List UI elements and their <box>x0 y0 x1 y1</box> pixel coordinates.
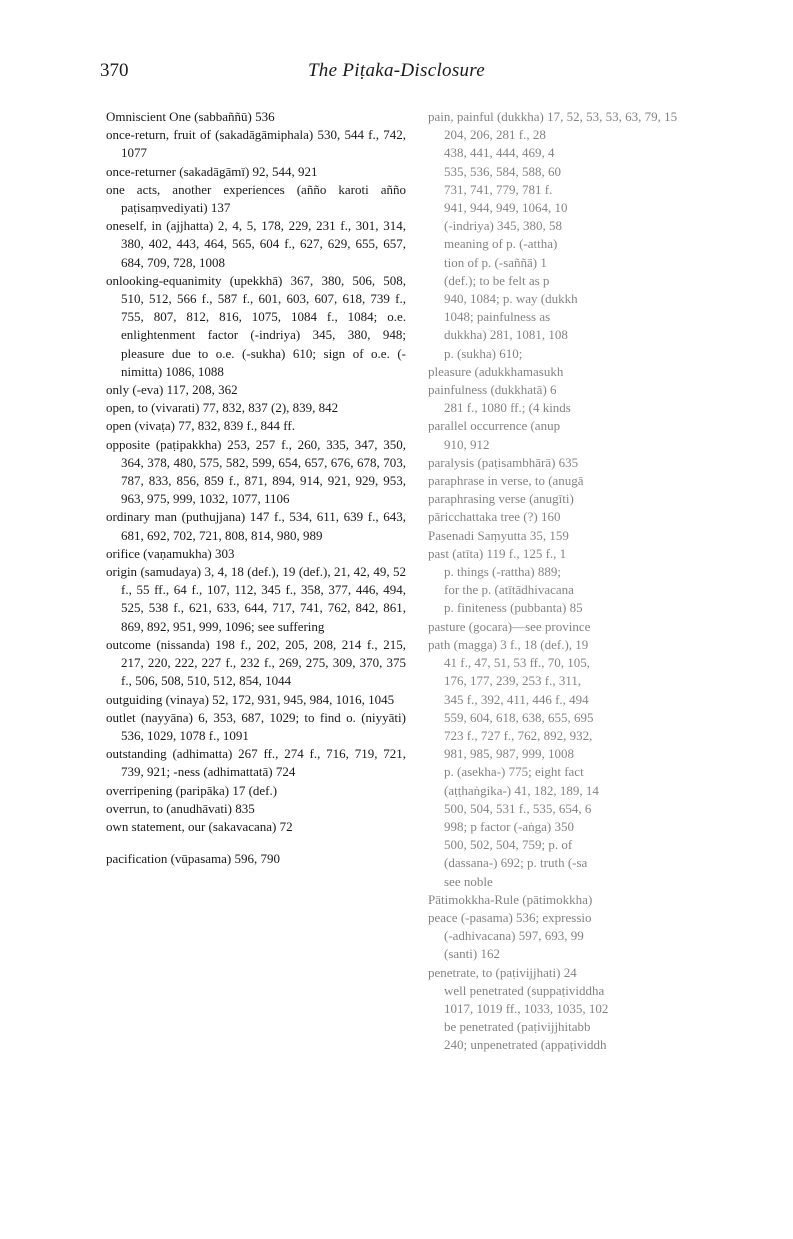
index-line: 998; p factor (-aṅga) 350 <box>444 818 574 834</box>
index-entry: only (-eva) 117, 208, 362 <box>106 382 238 398</box>
running-title: The Piṭaka-Disclosure <box>307 60 486 81</box>
index-line: 941, 944, 949, 1064, 10 <box>444 200 568 216</box>
index-line: p. things (-rattha) 889; <box>444 564 561 580</box>
index-line: p. (sukha) 610; <box>444 345 523 361</box>
index-entry: ordinary man (puthujjana) 147 f., 534, 611, 639 f., 643, 681, 692, 702, 721, 808, 814, 980, 989 <box>106 509 406 543</box>
index-entry: opposite (paṭipakkha) 253, 257 f., 260, 335, 347, 350, 364, 378, 480, 575, 582, 599, 654, 657, 676, 678, 703, 787, 833, 856, 859 f., 871, 894, 914, 921, 929, 953, 963, 975, 999, 1032, 1077, 1106 <box>106 436 406 507</box>
index-line: 981, 985, 987, 999, 1008 <box>444 746 574 762</box>
index-line: path (magga) 3 f., 18 (def.), 19 <box>428 636 589 652</box>
index-column-left <box>106 108 406 868</box>
index-line: 240; unpenetrated (appaṭividdh <box>444 1037 607 1053</box>
index-line: meaning of p. (-attha) <box>444 236 558 252</box>
index-line: pleasure (adukkhamasukh <box>428 363 564 379</box>
index-entry: once-return, fruit of (sakadāgāmiphala) 530, 544 f., 742, 1077 <box>106 127 406 161</box>
index-entry: open (vivaṭa) 77, 832, 839 f., 844 ff. <box>106 418 295 434</box>
index-line: p. finiteness (pubbanta) 85 <box>444 600 583 616</box>
index-line: tion of p. (-saññā) 1 <box>444 254 547 270</box>
index-line: (dassana-) 692; p. truth (-sa <box>444 855 588 871</box>
index-line: paralysis (paṭisambhārā) 635 <box>428 454 579 470</box>
index-line: 345 f., 392, 411, 446 f., 494 <box>444 691 589 707</box>
index-entry: outstanding (adhimatta) 267 ff., 274 f., 716, 719, 721, 739, 921; -ness (adhimattatā) 724 <box>106 746 406 780</box>
index-line: p. (asekha-) 775; eight fact <box>444 764 584 780</box>
index-line: (aṭṭhaṅgika-) 41, 182, 189, 14 <box>444 782 599 798</box>
index-line: Pātimokkha-Rule (pātimokkha) <box>428 891 593 907</box>
index-line: peace (-pasama) 536; expressio <box>428 909 592 925</box>
index-entry: outcome (nissanda) 198 f., 202, 205, 208, 214 f., 215, 217, 220, 222, 227 f., 232 f., 269, 275, 309, 370, 375 f., 506, 508, 510, 512, 854, 1044 <box>106 636 406 689</box>
index-line: past (atīta) 119 f., 125 f., 1 <box>428 545 567 561</box>
index-line: Pasenadi Saṃyutta 35, 159 <box>428 527 569 543</box>
index-entry: origin (samudaya) 3, 4, 18 (def.), 19 (def.), 21, 42, 49, 52 f., 55 ff., 64 f., 107, 112, 345 f., 358, 377, 446, 494, 525, 538 f., 621, 633, 644, 717, 741, 762, 842, 861, 869, 892, 951, 999, 1096; see suffering <box>106 564 406 634</box>
index-entry: one acts, another experiences (añño karoti añño paṭisaṃvediyati) 137 <box>106 181 406 216</box>
index-line: 500, 502, 504, 759; p. of <box>444 837 573 853</box>
index-line: 500, 504, 531 f., 535, 654, 6 <box>444 800 592 816</box>
index-line: be penetrated (paṭivijjhitabb <box>444 1019 591 1035</box>
index-line: (-indriya) 345, 380, 58 <box>444 218 563 234</box>
index-entry: own statement, our (sakavacana) 72 <box>106 818 293 834</box>
index-line: 723 f., 727 f., 762, 892, 932, <box>444 727 593 743</box>
index-line: paraphrase in verse, to (anugā <box>428 473 584 489</box>
index-line: (def.); to be felt as p <box>444 272 550 288</box>
index-line: 281 f., 1080 ff.; (4 kinds <box>444 400 571 416</box>
index-line: well penetrated (suppaṭividdha <box>444 982 605 998</box>
index-line: 910, 912 <box>444 436 490 452</box>
index-entry: onlooking-equanimity (upekkhā) 367, 380, 506, 508, 510, 512, 566 f., 587 f., 601, 603, 607, 618, 739 f., 755, 807, 812, 816, 1075, 1084 f., 1084; o.e. enlightenment factor (-indriya) 345, 380, 948; pleasure due to o.e. (-sukha) 610; sign of o.e. (-nimitta) 1086, 1088 <box>106 272 406 379</box>
index-entry: open, to (vivarati) 77, 832, 837 (2), 839, 842 <box>106 400 339 416</box>
index-entry: overrun, to (anudhāvati) 835 <box>106 800 255 816</box>
index-line: see noble <box>444 873 493 889</box>
index-line: painfulness (dukkhatā) 6 <box>428 382 557 398</box>
index-line: 1048; painfulness as <box>444 309 551 325</box>
index-line: dukkha) 281, 1081, 108 <box>444 327 568 343</box>
index-line: paraphrasing verse (anugīti) <box>428 491 574 507</box>
index-entry: once-returner (sakadāgāmī) 92, 544, 921 <box>106 163 318 179</box>
index-line: penetrate, to (paṭivijjhati) 24 <box>428 964 577 980</box>
index-line: pasture (gocara)—see province <box>428 618 591 634</box>
index-line: pāricchattaka tree (?) 160 <box>428 509 561 525</box>
index-line: for the p. (atītādhivacana <box>444 582 574 598</box>
index-entry: overripening (paripāka) 17 (def.) <box>106 782 278 798</box>
index-line: parallel occurrence (anup <box>428 418 561 434</box>
index-entry: pacification (vūpasama) 596, 790 <box>106 851 280 867</box>
index-line: 559, 604, 618, 638, 655, 695 <box>444 709 594 725</box>
index-entry: outlet (nayyāna) 6, 353, 687, 1029; to find o. (niyyāti) 536, 1029, 1078 f., 1091 <box>106 709 406 743</box>
index-line: (-adhivacana) 597, 693, 99 <box>444 928 584 944</box>
index-entry: outguiding (vinaya) 52, 172, 931, 945, 984, 1016, 1045 <box>106 691 395 707</box>
index-column-right <box>428 108 758 1055</box>
index-entry: Omniscient One (sabbaññū) 536 <box>106 109 275 124</box>
index-line: 940, 1084; p. way (dukkh <box>444 291 578 307</box>
index-line: 176, 177, 239, 253 f., 311, <box>444 673 582 689</box>
index-line: 535, 536, 584, 588, 60 <box>444 163 561 179</box>
index-entry: oneself, in (ajjhatta) 2, 4, 5, 178, 229, 231 f., 301, 314, 380, 402, 443, 464, 565, 604 f., 627, 629, 655, 657, 684, 709, 728, 1008 <box>106 218 406 270</box>
index-line: (santi) 162 <box>444 946 500 962</box>
page-number: 370 <box>100 60 129 81</box>
index-line: pain, painful (dukkha) 17, 52, 53, 53, 63, 79, 15 <box>428 109 678 124</box>
index-line: 41 f., 47, 51, 53 ff., 70, 105, <box>444 655 591 671</box>
index-entry: orifice (vaṇamukha) 303 <box>106 545 235 561</box>
index-line: 204, 206, 281 f., 28 <box>444 127 546 143</box>
index-line: 731, 741, 779, 781 f. <box>444 181 553 197</box>
index-line: 1017, 1019 ff., 1033, 1035, 102 <box>444 1000 609 1016</box>
index-line: 438, 441, 444, 469, 4 <box>444 145 555 161</box>
